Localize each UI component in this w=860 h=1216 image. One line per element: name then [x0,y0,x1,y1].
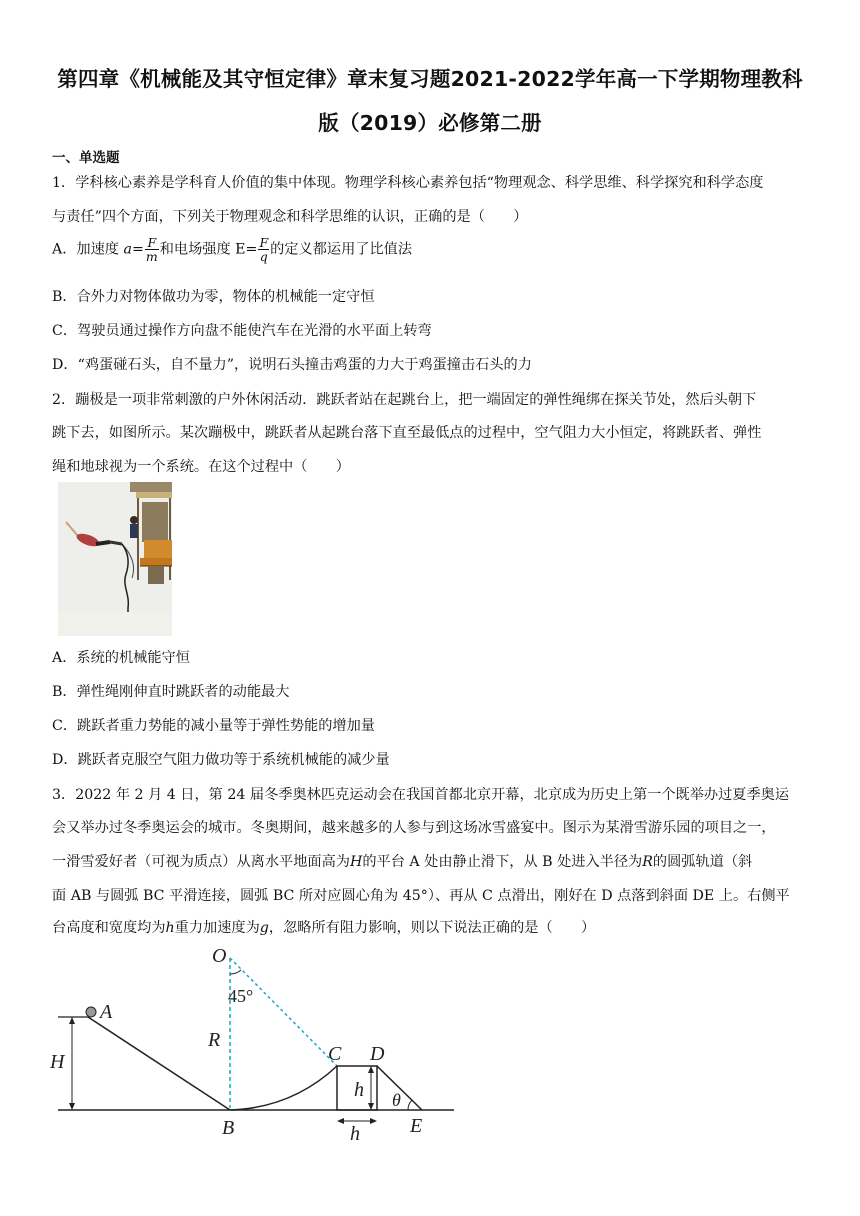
label-c: C [328,1043,342,1065]
q3-var-g: g [259,920,269,936]
section-heading: 一、单选题 [52,150,120,166]
q3-stem5-part-b: 重力加速度为 [174,920,260,936]
q3-stem-line-3 [52,851,752,871]
skier-ball [86,1007,96,1017]
q2-stem-line-1: 2．蹦极是一项非常刺激的户外休闲活动．跳跃者站在起跳台上，把一端固定的弹性绳绑在探关节处，然后头朝下 [52,392,757,408]
q1-option-a [52,236,412,263]
document-title-line-2: 版（2019）必修第二册 [318,111,542,135]
q1-a-equals: = [131,241,144,258]
q2-option-a: A．系统的机械能守恒 [52,650,190,666]
label-e: E [410,1115,423,1137]
fraction-f-over-m [145,236,159,263]
label-h-vertical: h [354,1079,364,1101]
label-angle: 45° [228,986,254,1006]
q3-var-h: h [165,920,175,936]
q2-option-c: C．跳跃者重力势能的减小量等于弹性势能的增加量 [52,718,375,734]
q1-option-c: C．驾驶员通过操作方向盘不能使汽车在光滑的水平面上转弯 [52,323,432,339]
ski-track-diagram [44,940,464,1140]
q3-stem-line-2: 会又举办过冬季奥运会的城市。冬奥期间，越来越多的人参与到这场冰雪盛宴中。图示为某滑雪游乐园的项目之一， [52,820,776,836]
q3-stem3-part-c: 的圆弧轨道（斜 [652,854,753,870]
document-title-line-1: 第四章《机械能及其守恒定律》章末复习题2021-2022学年高一下学期物理教科 [57,67,803,91]
label-o: O [212,945,227,967]
q1-a-prefix: A．加速度 [52,241,119,258]
fraction-numerator: F [145,236,159,250]
q1-stem-line-2: 与责任”四个方面，下列关于物理观念和科学思维的认识，正确的是（ ） [52,209,528,225]
fraction-f-over-q [258,236,269,263]
label-a: A [100,1001,113,1023]
label-d: D [370,1043,385,1065]
label-h-horizontal: h [350,1123,360,1140]
bungee-jump-photo [58,482,172,636]
q3-stem5-part-a: 台高度和宽度均为 [52,920,166,936]
q3-stem-line-1: 3．2022 年 2 月 4 日，第 24 届冬季奥林匹克运动会在我国首都北京开幕，北京成为历史上第一个既举办过夏季奥运 [52,787,790,803]
q1-a-middle: 和电场强度 E= [159,241,258,258]
fraction-denominator: q [259,249,268,264]
q3-var-R: R [642,854,653,870]
q3-stem-line-5 [52,917,595,937]
label-r: R [208,1029,221,1051]
q3-stem5-part-c: ，忽略所有阻力影响，则以下说法正确的是（ ） [268,920,596,936]
q1-option-d: D．“鸡蛋碰石头，自不量力”，说明石头撞击鸡蛋的力大于鸡蛋撞击石头的力 [52,357,532,373]
fraction-denominator: m [145,249,158,264]
q1-a-suffix: 的定义都运用了比值法 [270,241,413,258]
label-b: B [222,1117,235,1139]
arc-bc [230,1066,337,1110]
label-big-h: H [50,1051,65,1073]
fraction-numerator: F [259,235,269,250]
q3-stem-line-4: 面 AB 与圆弧 BC 平滑连接，圆弧 BC 所对应圆心角为 45°）、再从 C 点滑出，刚好在 D 点落到斜面 DE 上。右侧平 [52,888,790,904]
q1-option-b: B．合外力对物体做功为零，物体的机械能一定守恒 [52,289,375,305]
q2-option-d: D．跳跃者克服空气阻力做功等于系统机械能的减少量 [52,752,390,768]
q3-stem3-part-a: 一滑雪爱好者（可视为质点）从离水平地面高为 [52,854,350,870]
q3-stem3-part-b: 的平台 A 处由静止滑下，从 B 处进入半径为 [362,854,643,870]
q1-stem-line-1: 1．学科核心素养是学科育人价值的集中体现。物理学科核心素养包括“物理观念、科学思维、科学探究和科学态度 [52,175,764,191]
q2-stem-line-3: 绳和地球视为一个系统。在这个过程中（ ） [52,459,350,475]
label-theta: θ [392,1090,401,1110]
q1-a-variable: a [123,241,132,258]
q3-var-H: H [349,854,363,870]
q2-option-b: B．弹性绳刚伸直时跳跃者的动能最大 [52,684,290,700]
q2-stem-line-2: 跳下去，如图所示。某次蹦极中，跳跃者从起跳台落下直至最低点的过程中，空气阻力大小恒定，将跳跃者、弹性 [52,425,762,441]
